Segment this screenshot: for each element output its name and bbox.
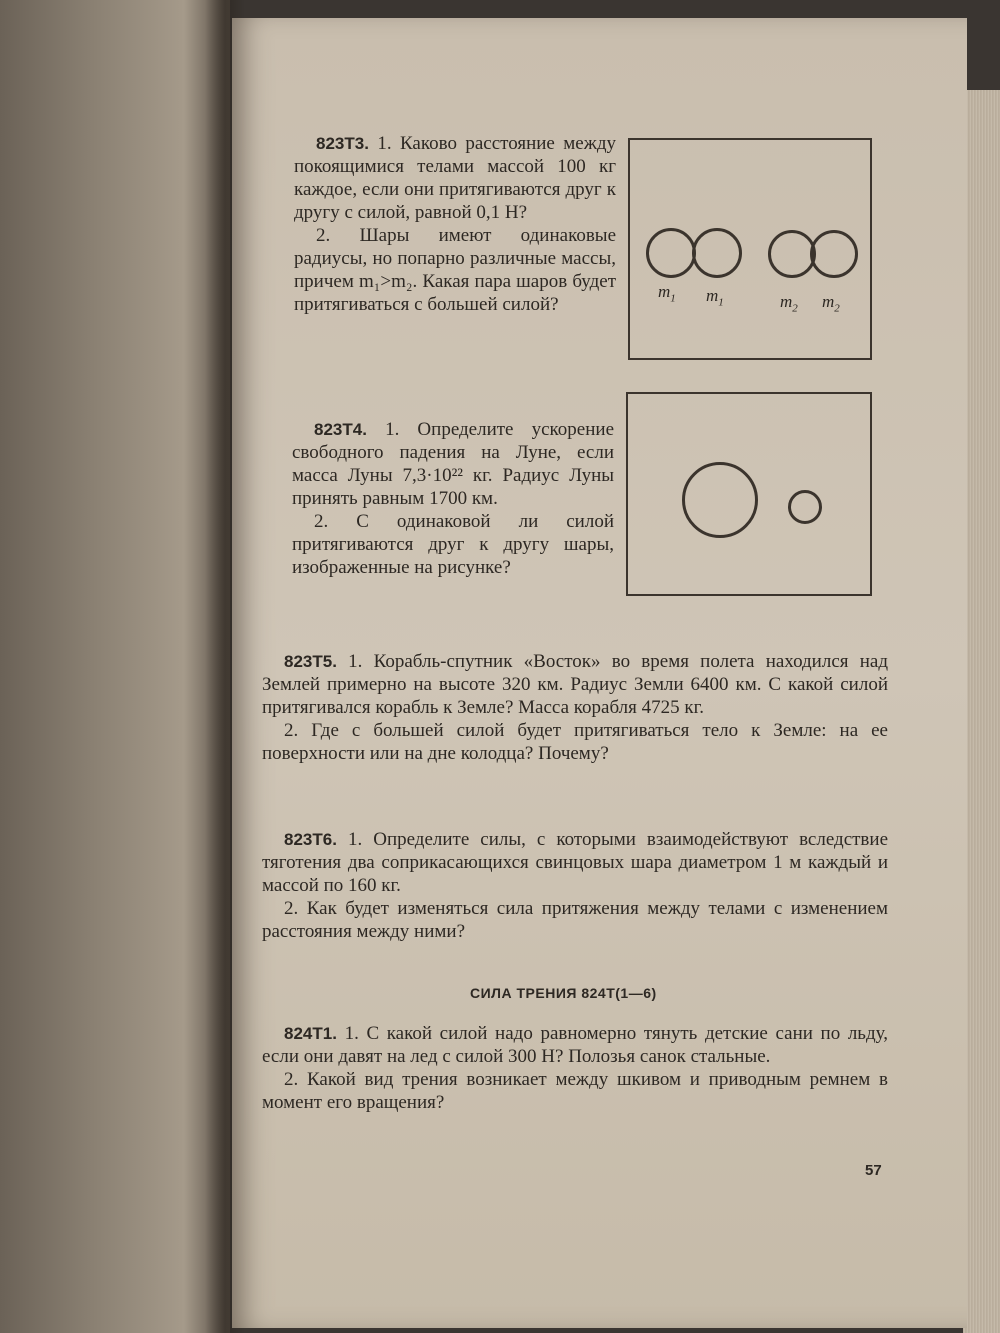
problem-id: 823Т6. bbox=[284, 830, 337, 849]
label-m1-a: $m_1$ bbox=[658, 282, 676, 305]
problem-823t4-q1 bbox=[292, 418, 614, 510]
question-text: 1. Определите силы, с которыми взаимодействуют вследствие тяготения два соприкасающихся свинцовых шара диаметром 1 м каждый и массой по 160 кг. bbox=[262, 829, 888, 896]
problem-id: 823Т5. bbox=[284, 652, 337, 671]
problem-823t6 bbox=[262, 828, 888, 943]
question-text: 1. Каково расстояние между покоящимися телами массой 100 кг каждое, если они притягиваются друг к другу с силой, равной 0,1 Н? bbox=[294, 133, 617, 223]
problem-823t5-q2: 2. Где с большей силой будет притягиваться тело к Земле: на ее поверхности или на дне колодца? Почему? bbox=[262, 720, 888, 764]
ball-m1-b bbox=[692, 228, 742, 278]
ball-m2-b bbox=[810, 230, 858, 278]
ball-m2-a bbox=[768, 230, 816, 278]
problem-824t1-q2: 2. Какой вид трения возникает между шкивом и приводным ремнем в момент его вращения? bbox=[262, 1069, 888, 1113]
figure-equal-radius-balls bbox=[628, 138, 872, 360]
ball-m1-a bbox=[646, 228, 696, 278]
left-page bbox=[0, 0, 230, 1333]
ball-small bbox=[788, 490, 822, 524]
ball-large bbox=[682, 462, 758, 538]
problem-823t3-q1 bbox=[294, 132, 616, 224]
problem-823t4 bbox=[292, 418, 614, 579]
problem-823t6-q2: 2. Как будет изменяться сила притяжения между телами с изменением расстояния между ними? bbox=[262, 898, 888, 942]
problem-823t5 bbox=[262, 650, 888, 765]
problem-id: 824Т1. bbox=[284, 1024, 337, 1043]
problem-id: 823Т4. bbox=[314, 420, 367, 439]
question-text: 1. Определите ускорение свободного падения на Луне, если масса Луны 7,3·10²² кг. Радиус Луны принять равным 1700 км. bbox=[292, 419, 615, 509]
problem-823t3 bbox=[294, 132, 616, 316]
problem-823t6-q1 bbox=[262, 828, 888, 897]
problem-824t1-q1 bbox=[262, 1022, 888, 1068]
question-text: 1. Корабль-спутник «Восток» во время полета находился над Землей примерно на высоте 320 км. Радиус Земли 6400 км. С какой силой притягивался корабль к Земле? Масса корабля 4725 кг. bbox=[262, 651, 888, 718]
problem-823t4-q2: 2. С одинаковой ли силой притягиваются друг к другу шары, изображенные на рисунке? bbox=[292, 511, 614, 578]
problem-823t5-q1 bbox=[262, 650, 888, 719]
problem-824t1 bbox=[262, 1022, 888, 1114]
question-text: 1. С какой силой надо равномерно тянуть детские сани по льду, если они давят на лед с силой 300 Н? Полозья санок стальные. bbox=[262, 1023, 888, 1067]
page-edges bbox=[963, 90, 1000, 1333]
label-m1-b: $m_1$ bbox=[706, 286, 724, 309]
label-m2-b: $m_2$ bbox=[822, 292, 840, 315]
problem-id: 823Т3. bbox=[316, 134, 369, 153]
section-title: СИЛА ТРЕНИЯ 824Т(1—6) bbox=[470, 985, 657, 1001]
figure-different-balls bbox=[626, 392, 872, 596]
page-number: 57 bbox=[865, 1162, 882, 1179]
problem-823t3-q2: 2. Шары имеют одинаковые радиусы, но попарно различные массы, причем m₁>m₂. Какая пара шаров будет притягиваться с большей силой? bbox=[294, 225, 616, 315]
label-m2-a: $m_2$ bbox=[780, 292, 798, 315]
